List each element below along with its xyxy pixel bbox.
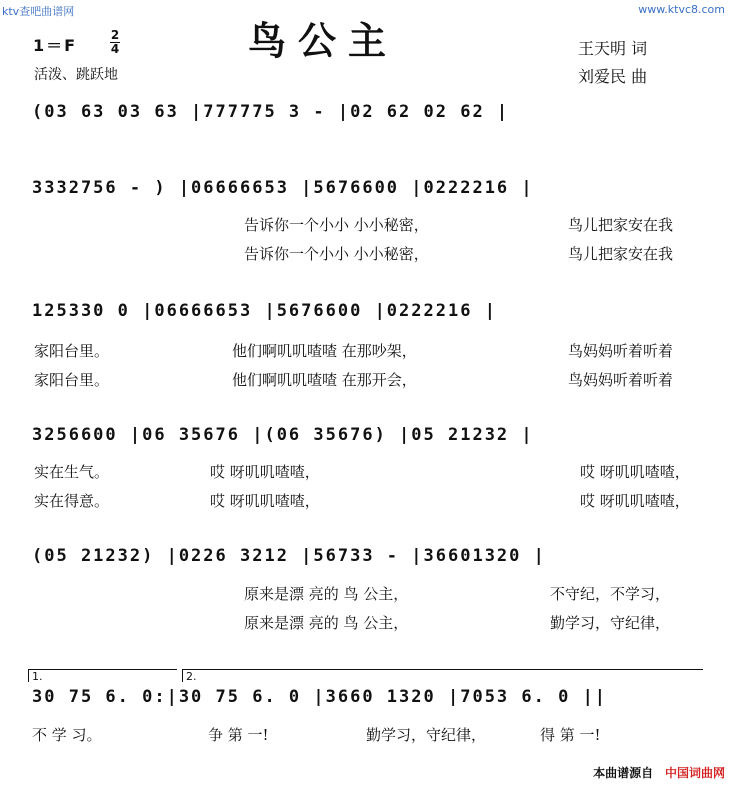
watermark-left: ktv查吧曲谱网: [2, 5, 75, 18]
lyric-row-6-a: 不 学 习。: [32, 726, 102, 744]
composer-credit: 刘爱民 曲: [578, 67, 648, 86]
lyric-row-6-b: 争 第 一!: [208, 726, 269, 744]
lyric-row-3-verse2-a: 家阳台里。: [34, 371, 110, 389]
watermark-right: www.ktvc8.com: [638, 3, 725, 16]
lyric-row-4-verse1-a: 实在生气。: [34, 463, 110, 481]
key-signature: 1＝F: [33, 36, 78, 55]
lyric-row-5-verse1-b: 不守纪，不学习，: [550, 585, 671, 603]
lyricist-credit: 王天明 词: [578, 39, 648, 58]
time-signature: [110, 30, 120, 55]
lyric-row-6-c: 勤学习，守纪律，: [366, 726, 487, 744]
notation-row-4: 3256600 |06 35676 |(06 35676) |05 21232 |: [32, 425, 534, 445]
lyric-row-5-verse2-b: 勤学习，守纪律，: [550, 614, 671, 632]
lyric-row-4-verse2-c: 哎 呀叽叽喳喳，: [580, 492, 690, 510]
notation-row-5: (05 21232) |0226 3212 |56733 - |36601320 |: [32, 546, 546, 566]
lyric-row-4-verse2-b: 哎 呀叽叽喳喳，: [210, 492, 320, 510]
lyric-row-2-verse2-b: 鸟儿把家安在我: [568, 245, 674, 263]
lyric-row-3-verse1-c: 鸟妈妈听着听着: [568, 342, 674, 360]
lyric-row-4-verse2-a: 实在得意。: [34, 492, 110, 510]
lyric-row-3-verse2-b: 他们啊叽叽喳喳 在那开会，: [232, 371, 417, 389]
footer-credit: [593, 764, 725, 781]
notation-row-2: 3332756 - ) |06666653 |5676600 |0222216 |: [32, 178, 534, 198]
lyric-row-4-verse1-b: 哎 呀叽叽喳喳，: [210, 463, 320, 481]
lyric-row-3-verse1-a: 家阳台里。: [34, 342, 110, 360]
lyric-row-3-verse2-c: 鸟妈妈听着听着: [568, 371, 674, 389]
volta-bracket-2: [182, 669, 703, 682]
lyric-row-5-verse2-a: 原来是漂 亮的 鸟 公主，: [244, 614, 409, 632]
footer-source-label: 本曲谱源自: [593, 766, 654, 780]
lyric-row-5-verse1-a: 原来是漂 亮的 鸟 公主，: [244, 585, 409, 603]
volta-label-1: 1.: [32, 670, 43, 683]
volta-label-2: 2.: [186, 670, 197, 683]
footer-site-link[interactable]: 中国词曲网: [664, 766, 725, 780]
lyric-row-4-verse1-c: 哎 呀叽叽喳喳，: [580, 463, 690, 481]
time-signature-top: 2: [110, 28, 120, 42]
lyric-row-3-verse1-b: 他们啊叽叽喳喳 在那吵架，: [232, 342, 417, 360]
song-title: 鸟公主: [248, 18, 399, 63]
lyric-row-2-verse1-b: 鸟儿把家安在我: [568, 216, 674, 234]
tempo-mark: 活泼、跳跃地: [34, 67, 118, 83]
notation-row-1: (03 63 03 63 |777775 3 - |02 62 02 62 |: [32, 102, 510, 122]
volta-bracket-1: [28, 669, 177, 682]
lyric-row-2-verse1-a: 告诉你一个小小 小小秘密，: [244, 216, 429, 234]
time-signature-bottom: 4: [110, 42, 120, 56]
lyric-row-6-d: 得 第 一!: [540, 726, 601, 744]
lyric-row-2-verse2-a: 告诉你一个小小 小小秘密，: [244, 245, 429, 263]
notation-row-3: 125330 0 |06666653 |5676600 |0222216 |: [32, 301, 497, 321]
notation-row-6: 30 75 6. 0:|30 75 6. 0 |3660 1320 |7053 6. 0 ||: [32, 687, 608, 707]
